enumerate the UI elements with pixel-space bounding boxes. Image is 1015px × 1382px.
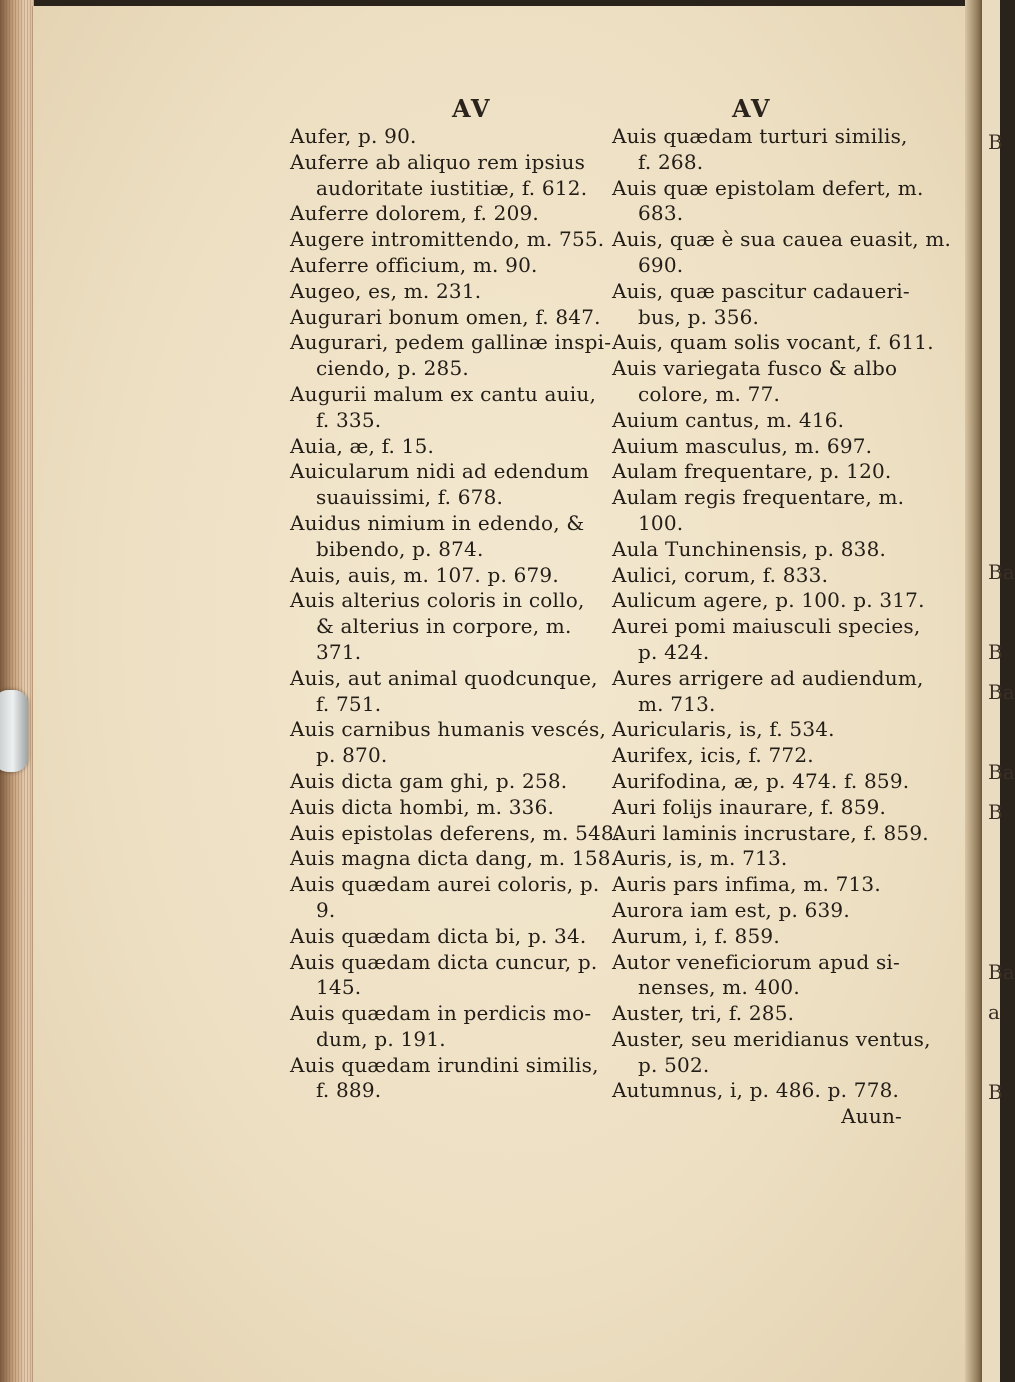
index-entry: Auium cantus, m. 416. (612, 407, 845, 432)
index-entry: Auis, quam solis vocant, f. 611. (612, 330, 934, 355)
index-entry-continuation: f. 751. (316, 691, 382, 716)
index-entry-continuation: bibendo, p. 874. (316, 536, 484, 561)
index-entry: Augere intromittendo, m. 755. (290, 227, 605, 252)
index-entry: Augurii malum ex cantu auiu, (290, 381, 597, 406)
index-entry: Auis quædam dicta bi, p. 34. (290, 923, 587, 948)
index-entry-continuation: p. 870. (316, 743, 388, 768)
index-entry: Auster, tri, f. 285. (612, 1001, 795, 1026)
index-entry: Auis quædam dicta cuncur, p. (290, 949, 598, 974)
index-entry: Augurari bonum omen, f. 847. (290, 304, 601, 329)
index-entry-continuation: 683. (638, 201, 684, 226)
index-entry: Aurifex, icis, f. 772. (612, 743, 814, 768)
index-entry: Auris pars infima, m. 713. (612, 872, 881, 897)
next-page-letter: Ba (988, 680, 1015, 704)
index-entry-continuation: & alterius in corpore, m. (316, 614, 572, 639)
index-entry-continuation: 690. (638, 252, 684, 277)
index-entry-continuation: 9. (316, 897, 336, 922)
index-entry: Aulam frequentare, p. 120. (612, 459, 892, 484)
next-page-letter: B (988, 800, 1003, 824)
index-entry: Auri folijs inaurare, f. 859. (612, 794, 887, 819)
next-page-letter: Ba (988, 960, 1015, 984)
next-page-letter: Ba (988, 760, 1015, 784)
index-entry: Auis, auis, m. 107. p. 679. (290, 562, 559, 587)
index-entry: Aula Tunchinensis, p. 838. (612, 536, 887, 561)
index-entry: Aurifodina, æ, p. 474. f. 859. (612, 768, 910, 793)
index-entry: Augurari, pedem gallinæ inspi- (290, 330, 612, 355)
next-page-letter: B (988, 1080, 1003, 1104)
index-entry-continuation: m. 713. (638, 691, 716, 716)
index-entry: Auis, quæ è sua cauea euasit, m. (612, 227, 952, 252)
index-entry-continuation: f. 268. (638, 149, 704, 174)
index-entry-continuation: bus, p. 356. (638, 304, 760, 329)
index-entry: Autor veneficiorum apud si- (612, 949, 900, 974)
index-entry: Auris, is, m. 713. (612, 846, 788, 871)
index-entry-continuation: 145. (316, 975, 362, 1000)
index-entry: Auis dicta hombi, m. 336. (290, 794, 555, 819)
index-entry-continuation: colore, m. 77. (638, 381, 781, 406)
running-header-left: AV (452, 94, 492, 123)
index-entry: Auis, aut animal quodcunque, (290, 665, 598, 690)
index-entry: Auis carnibus humanis vescés, (290, 717, 607, 742)
index-entry: Auis quædam aurei coloris, p. (290, 872, 600, 897)
index-entry: Auri laminis incrustare, f. 859. (612, 820, 929, 845)
index-entry-continuation: p. 502. (638, 1052, 710, 1077)
index-entry: Auferre dolorem, f. 209. (290, 201, 539, 226)
next-page-letter: a (988, 1000, 1000, 1024)
next-page-letter: B (988, 640, 1003, 664)
page-clip (0, 690, 28, 772)
index-entry: Auium masculus, m. 697. (612, 433, 873, 458)
index-entry: Auis variegata fusco & albo (612, 356, 898, 381)
index-entry: Aulicum agere, p. 100. p. 317. (612, 588, 925, 613)
index-entry: Aufer, p. 90. (290, 124, 417, 148)
index-entry: Auis quædam irundini similis, (290, 1052, 599, 1077)
index-entry-continuation: ciendo, p. 285. (316, 356, 469, 381)
running-header-right: AV (732, 94, 772, 123)
index-entry-continuation: f. 889. (316, 1078, 382, 1103)
index-entry: Auia, æ, f. 15. (290, 433, 435, 458)
index-entry-continuation: audoritate iustitiæ, f. 612. (316, 175, 588, 200)
index-entry: Auricularis, is, f. 534. (612, 717, 835, 742)
index-entry: Auis epistolas deferens, m. 548. (290, 820, 621, 845)
index-entry: Auis quædam in perdicis mo- (290, 1001, 592, 1026)
index-entry: Autumnus, i, p. 486. p. 778. (612, 1078, 900, 1103)
index-entry-continuation: f. 335. (316, 407, 382, 432)
index-entry: Auidus nimium in edendo, & (290, 510, 585, 535)
index-entry: Auis dicta gam ghi, p. 258. (290, 768, 568, 793)
index-entry-continuation: p. 424. (638, 639, 710, 664)
index-entry: Auicularum nidi ad edendum (290, 459, 590, 484)
catchword: Auun- (841, 1104, 902, 1129)
next-page-letter: Ba (988, 560, 1015, 584)
next-page-letter: B (988, 130, 1003, 154)
index-entry: Auis quædam turturi similis, (612, 124, 908, 148)
index-entry: Auis quæ epistolam defert, m. (612, 175, 924, 200)
index-entry-continuation: suauissimi, f. 678. (316, 485, 504, 510)
index-entry-continuation: 371. (316, 639, 362, 664)
index-entry: Aurei pomi maiusculi species, (612, 614, 921, 639)
index-entry: Auis, quæ pascitur cadaueri- (612, 278, 910, 303)
index-entry: Aurora iam est, p. 639. (612, 897, 850, 922)
index-entry: Auis alterius coloris in collo, (290, 588, 585, 613)
right-column (612, 124, 952, 1130)
index-entry: Aulam regis frequentare, m. (612, 485, 905, 510)
index-entry-continuation: nenses, m. 400. (638, 975, 800, 1000)
left-column (290, 124, 621, 1104)
next-page-margin (982, 0, 1015, 1382)
index-entry: Aures arrigere ad audiendum, (612, 665, 924, 690)
index-entry: Aurum, i, f. 859. (612, 923, 780, 948)
index-entry: Aulici, corum, f. 833. (612, 562, 829, 587)
index-entry-continuation: 100. (638, 510, 684, 535)
index-entry: Auferre officium, m. 90. (290, 252, 538, 277)
index-entry: Auferre ab aliquo rem ipsius (290, 149, 586, 174)
index-entry: Auis magna dicta dang, m. 158. (290, 846, 618, 871)
index-entry: Auster, seu meridianus ventus, (612, 1026, 931, 1051)
index-entry: Augeo, es, m. 231. (290, 278, 482, 303)
index-entry-continuation: dum, p. 191. (316, 1026, 446, 1051)
